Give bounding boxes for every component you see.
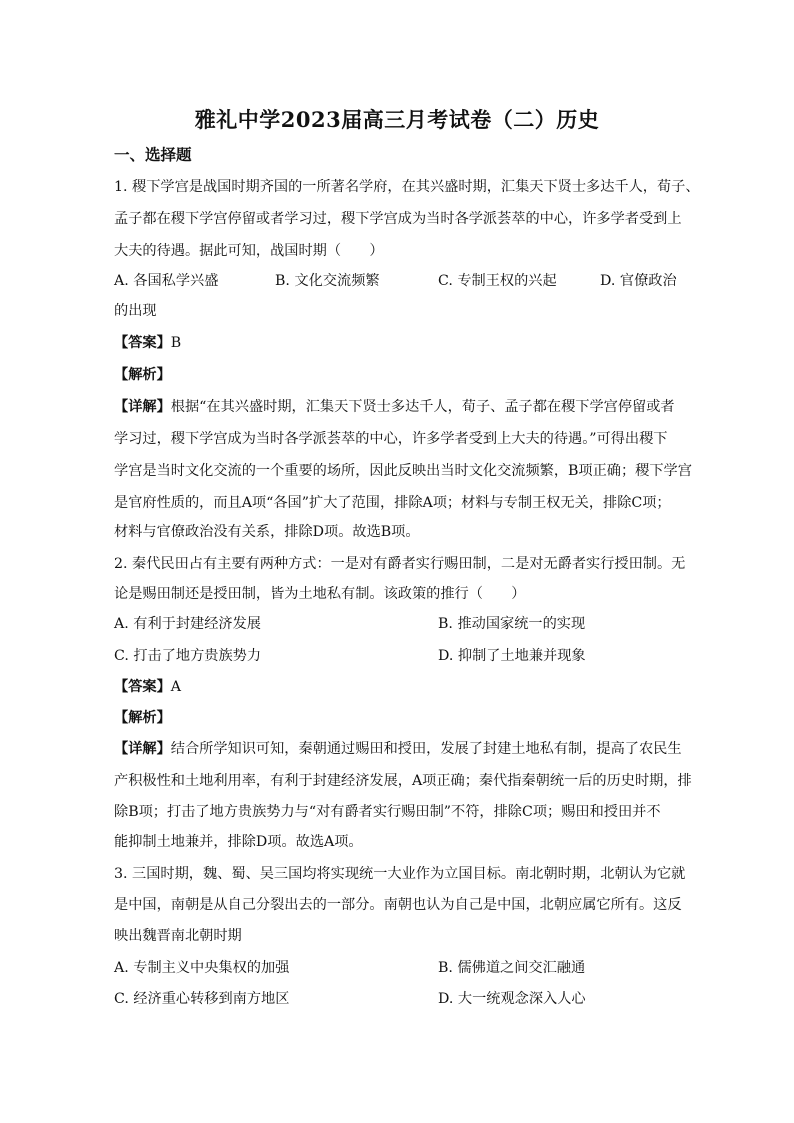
q2-detail-line <box>114 738 682 758</box>
q3-option-a: A. 专制主义中央集权的加强 <box>114 960 290 976</box>
q1-option-c: C. 专制王权的兴起 <box>438 273 557 289</box>
q1-detail-line: 学宫是当时文化交流的一个重要的场所，因此反映出当时文化交流频繁，B项正确；稷下学宫 <box>114 463 692 479</box>
section-heading: 一、选择题 <box>114 145 192 164</box>
answer-value: A <box>170 679 182 695</box>
q3-stem-line: 是中国，南朝是从自己分裂出去的一部分。南朝也认为自己是中国，北朝应属它所有。这反 <box>114 897 682 913</box>
q3-stem-line: 映出魏晋南北朝时期 <box>114 928 242 944</box>
q1-option-d-wrap: 的出现 <box>114 303 157 319</box>
q2-option-a: A. 有利于封建经济发展 <box>114 616 261 632</box>
q1-detail-line: 是官府性质的，而且A项“各国”扩大了范围，排除A项；材料与专制王权无关，排除C项； <box>114 495 671 511</box>
q1-option-a: A. 各国私学兴盛 <box>114 273 219 289</box>
detail-tag: 【详解】 <box>114 399 171 415</box>
answer-value: B <box>170 335 182 351</box>
q1-option-d: D. 官僚政治 <box>600 273 677 289</box>
q1-analysis-tag: 【解析】 <box>114 367 171 383</box>
detail-text: 结合所学知识可知，秦朝通过赐田和授田，发展了封建土地私有制，提高了农民生 <box>170 741 682 757</box>
q2-stem-line: 2. 秦代民田占有主要有两种方式：一是对有爵者实行赐田制，二是对无爵者实行授田制。无 <box>114 556 686 572</box>
page-title: 雅礼中学2023届高三月考试卷（二）历史 <box>194 107 600 132</box>
q1-stem-line: 大夫的待遇。据此可知，战国时期（ ） <box>114 243 384 259</box>
q1-detail-line: 学习过，稷下学宫成为当时各学派荟萃的中心，许多学者受到上大夫的待遇。”可得出稷下 <box>114 431 668 447</box>
q3-option-b: B. 儒佛道之间交汇融通 <box>438 960 586 976</box>
q1-option-b: B. 文化交流频繁 <box>275 273 380 289</box>
answer-tag: 【答案】 <box>114 679 171 695</box>
q2-detail-line: 产积极性和土地利用率，有利于封建经济发展，A项正确；秦代指秦朝统一后的历史时期，排 <box>114 773 692 789</box>
q2-option-b: B. 推动国家统一的实现 <box>438 616 586 632</box>
q2-detail-line: 能抑制土地兼并，排除D项。故选A项。 <box>114 834 363 850</box>
q2-option-c: C. 打击了地方贵族势力 <box>114 648 262 664</box>
q1-answer <box>114 332 181 352</box>
q1-stem-line: 1. 稷下学宫是战国时期齐国的一所著名学府，在其兴盛时期，汇集天下贤士多达千人，荀子、 <box>114 179 700 195</box>
q2-detail-line: 除B项；打击了地方贵族势力与“对有爵者实行赐田制”不符，排除C项；赐田和授田并不 <box>114 804 661 820</box>
q1-detail-line <box>114 396 675 416</box>
q3-stem-line: 3. 三国时期，魏、蜀、吴三国均将实现统一大业作为立国目标。南北朝时期，北朝认为它就 <box>114 866 686 882</box>
q2-option-d: D. 抑制了土地兼并现象 <box>438 648 586 664</box>
q2-analysis-tag: 【解析】 <box>114 710 171 726</box>
q2-stem-line: 论是赐田制还是授田制，皆为土地私有制。该政策的推行（ ） <box>114 586 526 602</box>
answer-tag: 【答案】 <box>114 335 171 351</box>
q2-answer <box>114 676 181 696</box>
detail-tag: 【详解】 <box>114 741 171 757</box>
q1-stem-line: 孟子都在稷下学宫停留或者学习过，稷下学宫成为当时各学派荟萃的中心，许多学者受到上 <box>114 211 682 227</box>
q1-detail-line: 材料与官僚政治没有关系，排除D项。故选B项。 <box>114 524 420 540</box>
q3-option-c: C. 经济重心转移到南方地区 <box>114 991 290 1007</box>
q3-option-d: D. 大一统观念深入人心 <box>438 991 586 1007</box>
detail-text: 根据“在其兴盛时期，汇集天下贤士多达千人，荀子、孟子都在稷下学宫停留或者 <box>170 399 675 415</box>
